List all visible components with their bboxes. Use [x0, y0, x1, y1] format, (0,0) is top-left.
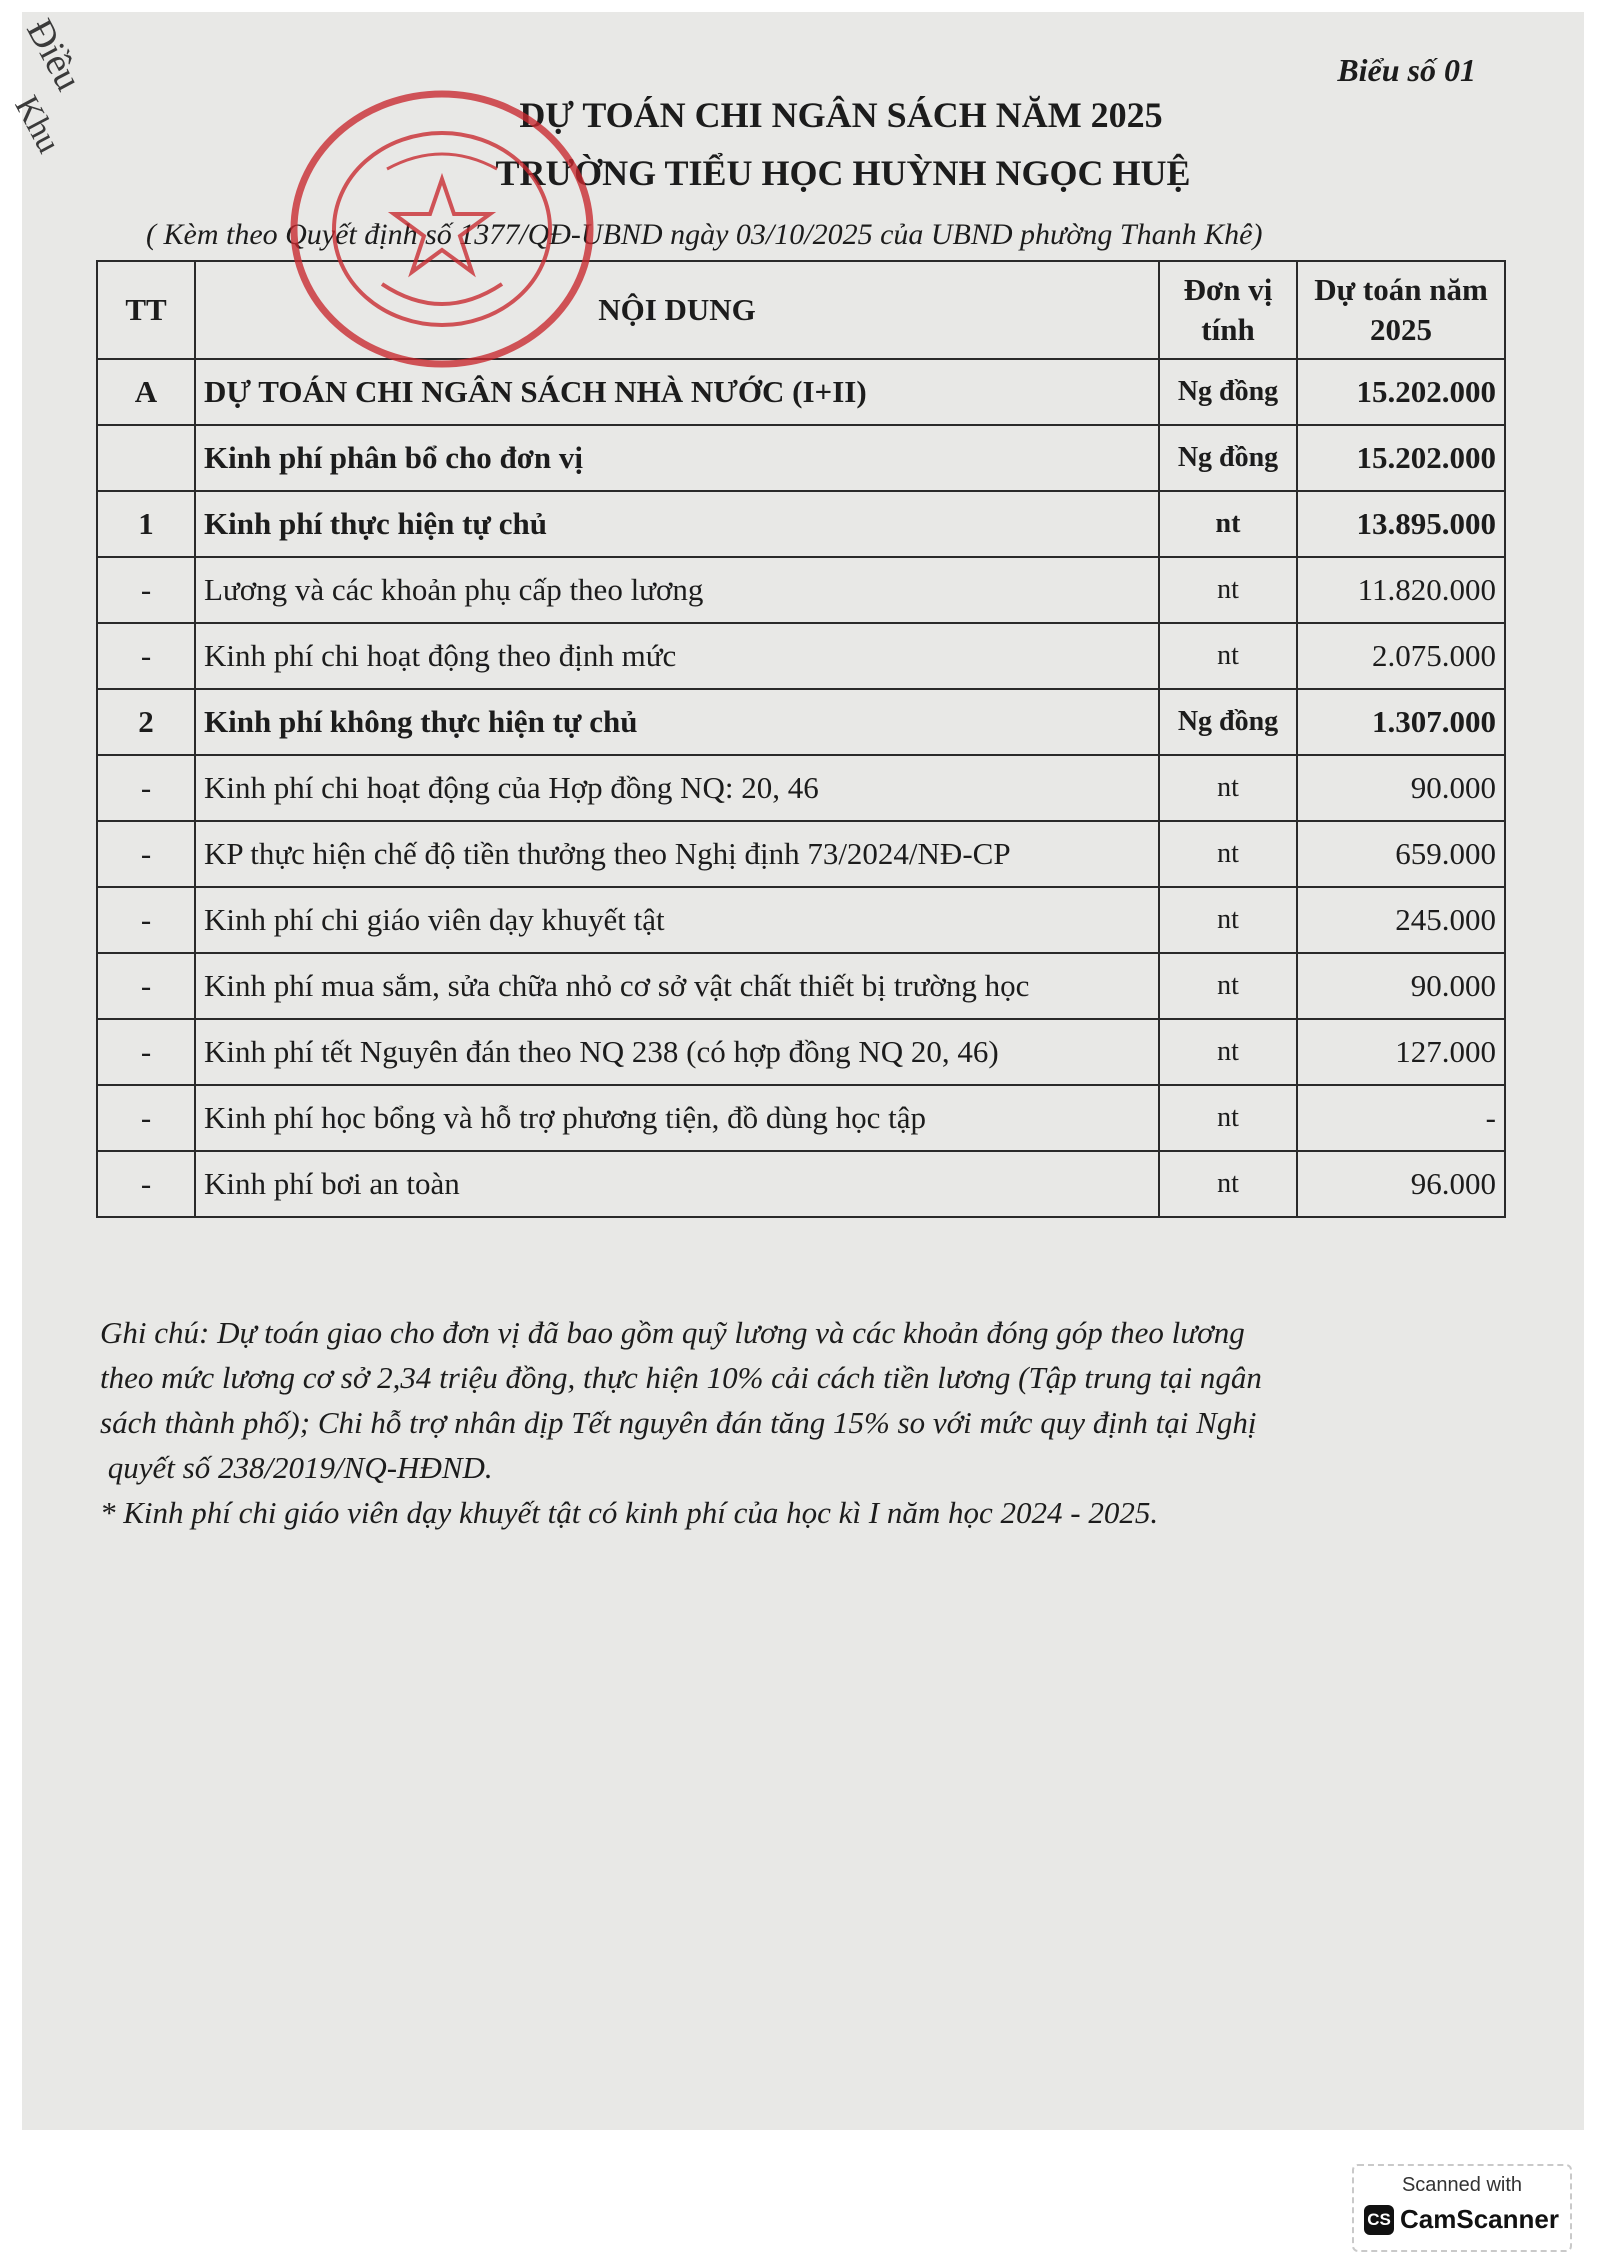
table-header-row — [97, 261, 1505, 359]
cell-content: Kinh phí chi giáo viên dạy khuyết tật — [195, 887, 1159, 953]
cell-content: Kinh phí phân bổ cho đơn vị — [195, 425, 1159, 491]
cell-amount: 2.075.000 — [1297, 623, 1505, 689]
cell-unit: nt — [1159, 491, 1297, 557]
cell-unit: nt — [1159, 557, 1297, 623]
table-row — [97, 557, 1505, 623]
header-content: NỘI DUNG — [195, 261, 1159, 359]
cell-tt: A — [97, 359, 195, 425]
table-row — [97, 491, 1505, 557]
decision-reference: ( Kèm theo Quyết định số 1377/QĐ-UBND ngày 03/10/2025 của UBND phường Thanh Khê) — [146, 218, 1263, 251]
cell-tt: - — [97, 887, 195, 953]
table-row — [97, 359, 1505, 425]
cell-amount: 90.000 — [1297, 755, 1505, 821]
cell-unit: nt — [1159, 1019, 1297, 1085]
table-row — [97, 1151, 1505, 1217]
cell-unit: nt — [1159, 1151, 1297, 1217]
table-row — [97, 623, 1505, 689]
cell-tt: - — [97, 557, 195, 623]
cell-content: KP thực hiện chế độ tiền thưởng theo Nghị định 73/2024/NĐ-CP — [195, 821, 1159, 887]
cell-tt: - — [97, 1019, 195, 1085]
cell-tt: 1 — [97, 491, 195, 557]
cell-content: Kinh phí chi hoạt động của Hợp đồng NQ: 20, 46 — [195, 755, 1159, 821]
cell-tt: - — [97, 1151, 195, 1217]
camscanner-logo-icon: CS — [1364, 2205, 1394, 2235]
corner-text: Khu — [7, 90, 68, 160]
cell-tt — [97, 425, 195, 491]
cell-unit: nt — [1159, 755, 1297, 821]
table-row — [97, 887, 1505, 953]
cell-content: Kinh phí chi hoạt động theo định mức — [195, 623, 1159, 689]
cell-content: Kinh phí thực hiện tự chủ — [195, 491, 1159, 557]
camscanner-watermark — [1352, 2164, 1572, 2252]
note-line: sách thành phố); Chi hỗ trợ nhân dịp Tết nguyên đán tăng 15% so với mức quy định tại Nghị — [100, 1405, 1257, 1440]
cell-tt: - — [97, 755, 195, 821]
cell-unit: Ng đồng — [1159, 425, 1297, 491]
table-row — [97, 1019, 1505, 1085]
cell-amount: 96.000 — [1297, 1151, 1505, 1217]
cell-content: Kinh phí mua sắm, sửa chữa nhỏ cơ sở vật chất thiết bị trường học — [195, 953, 1159, 1019]
cell-tt: - — [97, 821, 195, 887]
note-line: * Kinh phí chi giáo viên dạy khuyết tật có kinh phí của học kì I năm học 2024 - 2025. — [100, 1495, 1159, 1530]
note-line: Ghi chú: Dự toán giao cho đơn vị đã bao gồm quỹ lương và các khoản đóng góp theo lương — [100, 1315, 1245, 1350]
cell-amount: 90.000 — [1297, 953, 1505, 1019]
cell-content: Kinh phí bơi an toàn — [195, 1151, 1159, 1217]
scanned-page — [7, 12, 1584, 2130]
header-unit: Đơn vị tính — [1159, 261, 1297, 359]
table-row — [97, 755, 1505, 821]
table-row — [97, 953, 1505, 1019]
cell-amount: 127.000 — [1297, 1019, 1505, 1085]
cell-content: DỰ TOÁN CHI NGÂN SÁCH NHÀ NƯỚC (I+II) — [195, 359, 1159, 425]
cell-content: Kinh phí không thực hiện tự chủ — [195, 689, 1159, 755]
cell-content: Lương và các khoản phụ cấp theo lương — [195, 557, 1159, 623]
cell-amount: 659.000 — [1297, 821, 1505, 887]
cell-tt: - — [97, 1085, 195, 1151]
cell-tt: 2 — [97, 689, 195, 755]
header-amount: Dự toán năm 2025 — [1297, 261, 1505, 359]
cell-unit: nt — [1159, 623, 1297, 689]
cell-unit: nt — [1159, 1085, 1297, 1151]
cell-unit: Ng đồng — [1159, 359, 1297, 425]
table-row — [97, 821, 1505, 887]
cell-amount: 13.895.000 — [1297, 491, 1505, 557]
cell-amount: - — [1297, 1085, 1505, 1151]
cell-content: Kinh phí học bổng và hỗ trợ phương tiện, đồ dùng học tập — [195, 1085, 1159, 1151]
camscanner-caption: Scanned with — [1401, 2174, 1523, 2196]
note-line: quyết số 238/2019/NQ-HĐND. — [100, 1450, 493, 1485]
cell-unit: nt — [1159, 887, 1297, 953]
cell-amount: 1.307.000 — [1297, 689, 1505, 755]
notes — [100, 1310, 1450, 1535]
cell-unit: nt — [1159, 821, 1297, 887]
school-name: TRƯỜNG TIỂU HỌC HUỲNH NGỌC HUỆ — [495, 153, 1191, 193]
cell-unit: Ng đồng — [1159, 689, 1297, 755]
corner-text: Điều — [18, 12, 90, 98]
cell-amount: 245.000 — [1297, 887, 1505, 953]
header-tt: TT — [97, 261, 195, 359]
cell-content: Kinh phí tết Nguyên đán theo NQ 238 (có hợp đồng NQ 20, 46) — [195, 1019, 1159, 1085]
table-row — [97, 689, 1505, 755]
cell-tt: - — [97, 953, 195, 1019]
table-row — [97, 425, 1505, 491]
budget-table — [96, 260, 1506, 1218]
cell-amount: 15.202.000 — [1297, 425, 1505, 491]
cell-amount: 11.820.000 — [1297, 557, 1505, 623]
cell-unit: nt — [1159, 953, 1297, 1019]
camscanner-brand: CamScanner — [1400, 2204, 1559, 2234]
form-number: Biểu số 01 — [1337, 52, 1476, 88]
cell-tt: - — [97, 623, 195, 689]
cell-amount: 15.202.000 — [1297, 359, 1505, 425]
table-row — [97, 1085, 1505, 1151]
document-title: DỰ TOÁN CHI NGÂN SÁCH NĂM 2025 — [519, 95, 1163, 135]
note-line: theo mức lương cơ sở 2,34 triệu đồng, thực hiện 10% cải cách tiền lương (Tập trung tại ngân — [100, 1360, 1262, 1395]
